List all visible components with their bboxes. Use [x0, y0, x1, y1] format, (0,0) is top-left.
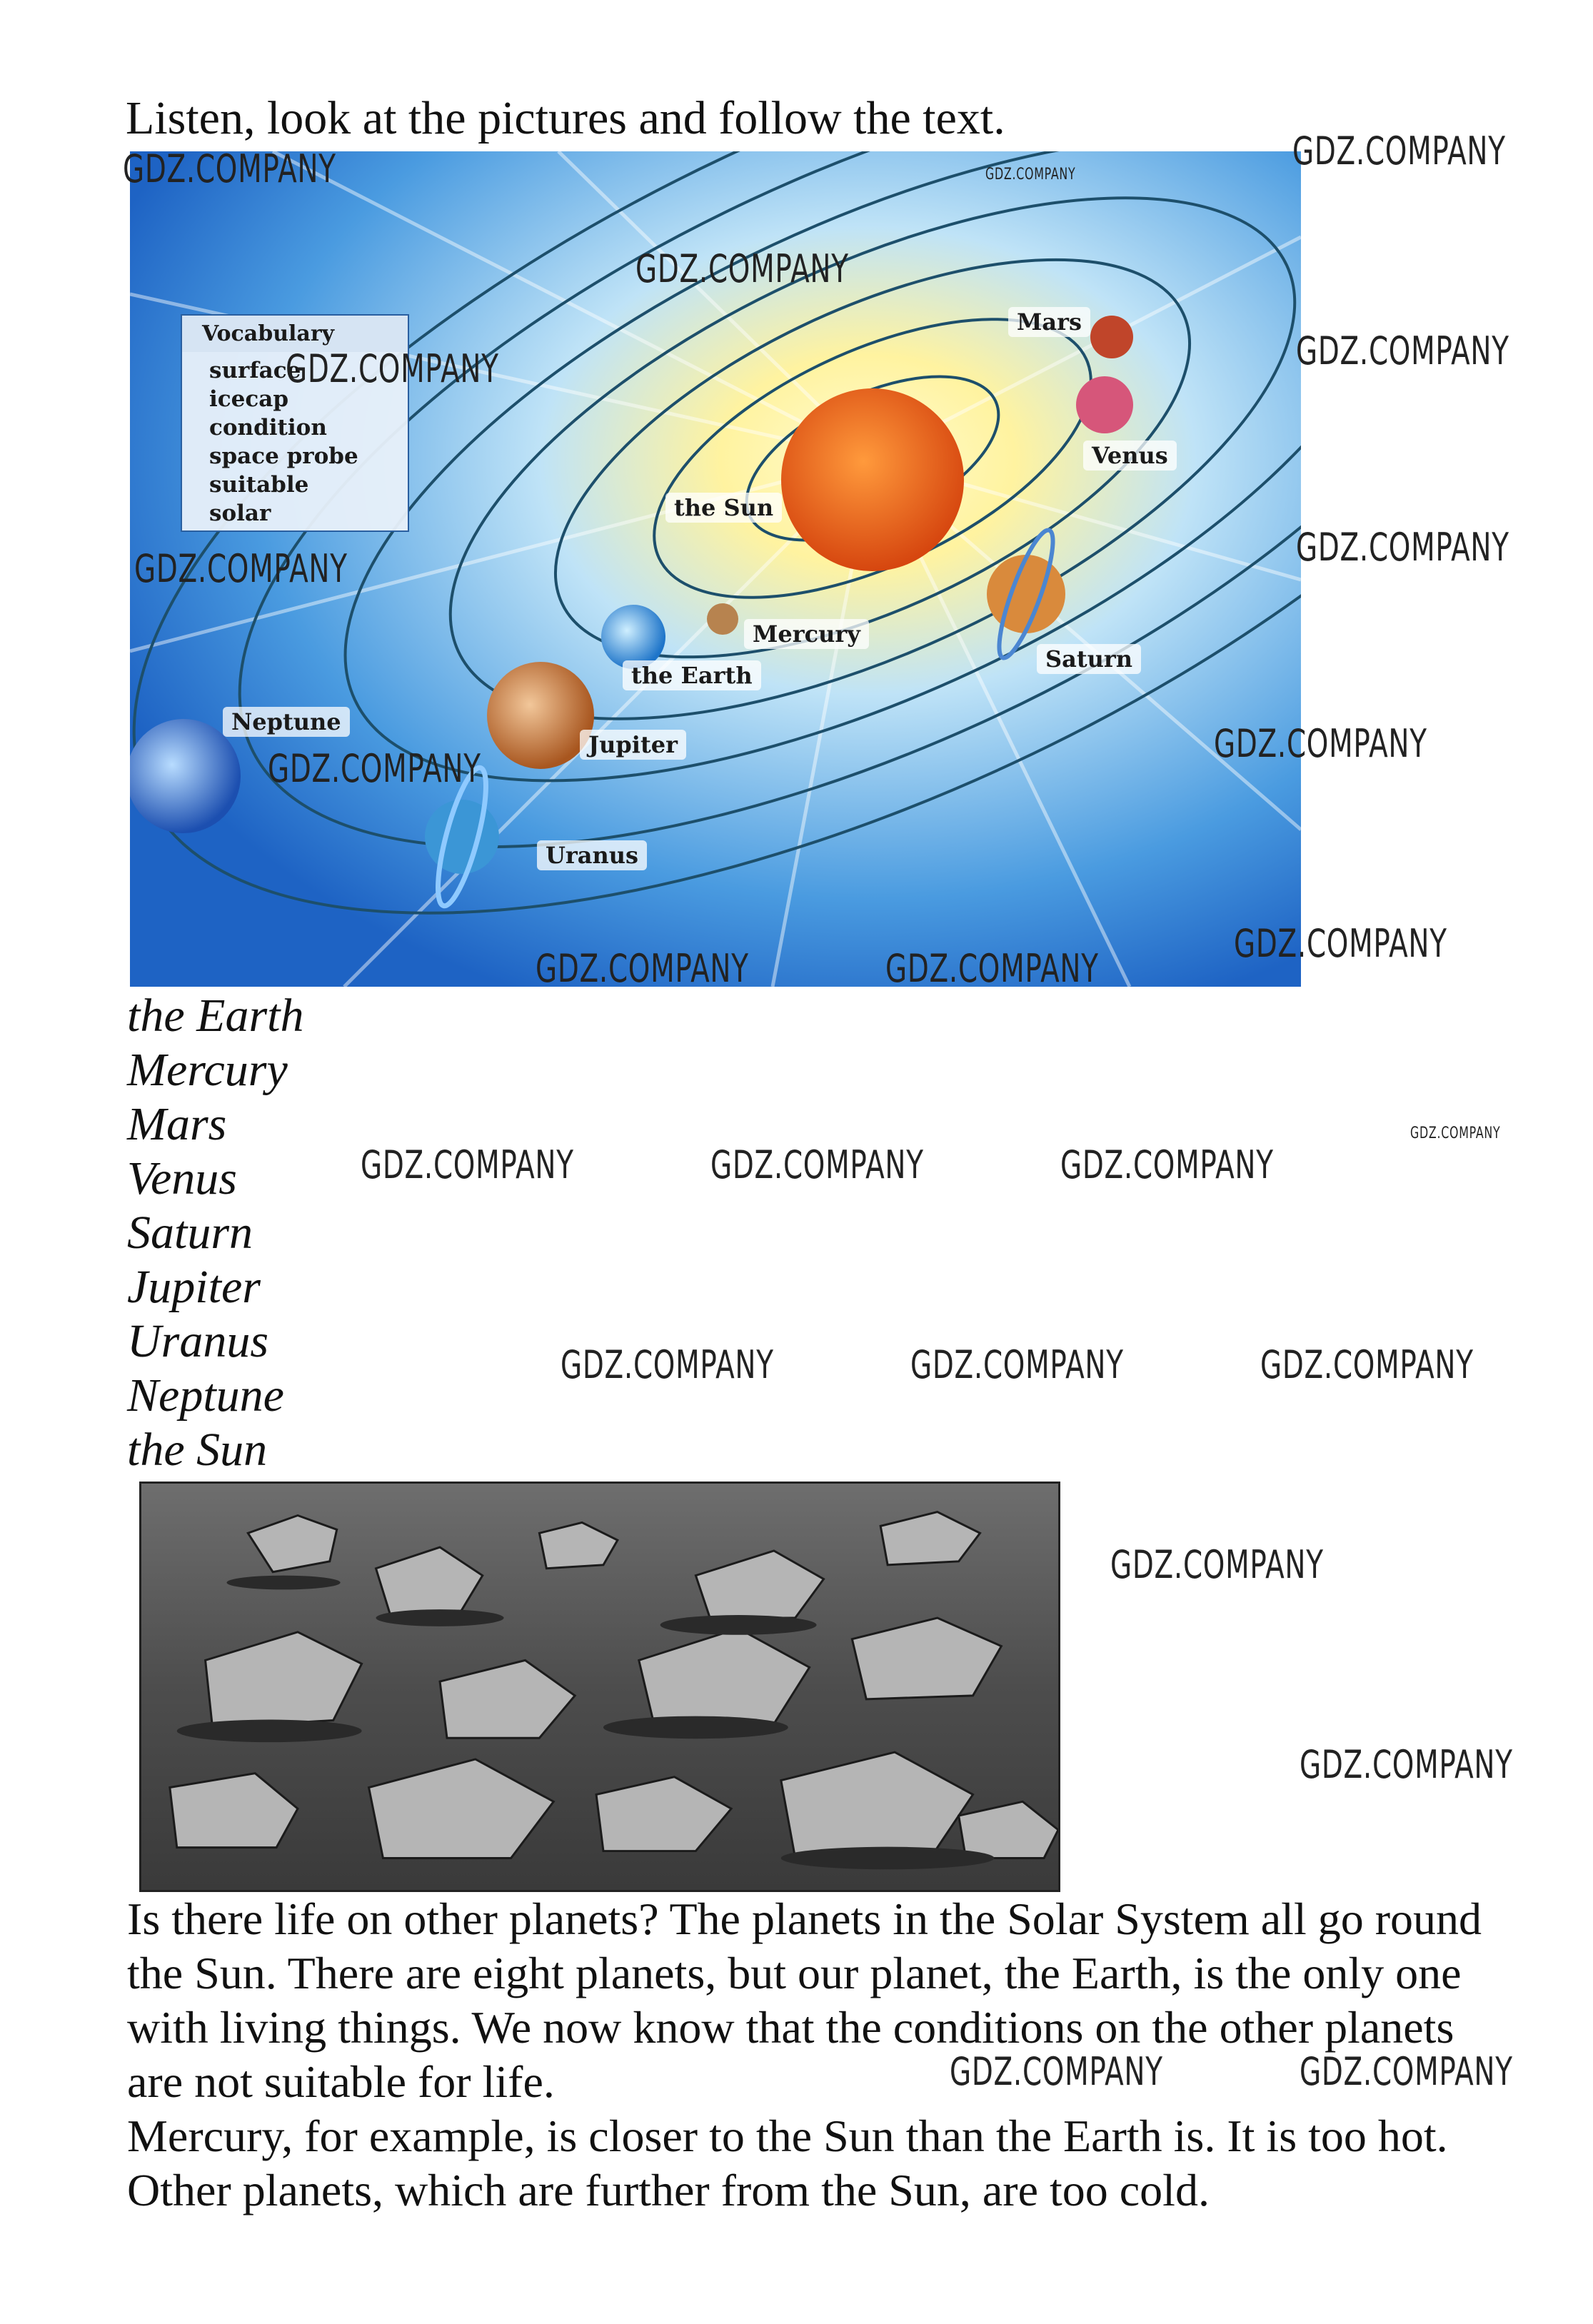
watermark: GDZ.COMPANY: [635, 246, 849, 291]
label-mars: Mars: [1008, 307, 1090, 337]
watermark: GDZ.COMPANY: [1296, 328, 1509, 373]
watermark: GDZ.COMPANY: [1296, 525, 1509, 570]
watermark: GDZ.COMPANY: [950, 2049, 1163, 2094]
vocabulary-word: suitable: [209, 472, 309, 498]
planet-list-item: the Earth: [127, 990, 304, 1042]
planet-surface-photo: [139, 1482, 1060, 1892]
vocabulary-word: space probe: [209, 443, 358, 469]
planet-list-item: Uranus: [127, 1315, 269, 1367]
uranus-disc: [425, 800, 499, 874]
instruction-text: Listen, look at the pictures and follow the text.: [126, 92, 1005, 144]
venus-disc: [1076, 376, 1133, 433]
vocabulary-word: icecap: [209, 386, 289, 412]
watermark: GDZ.COMPANY: [910, 1342, 1124, 1387]
watermark: GDZ.COMPANY: [1300, 1742, 1513, 1787]
watermark: GDZ.COMPANY: [1300, 2049, 1513, 2094]
vocabulary-word: solar: [209, 500, 271, 526]
watermark: GDZ.COMPANY: [134, 546, 348, 591]
watermark: GDZ.COMPANY: [1110, 1542, 1324, 1587]
watermark: GDZ.COMPANY: [885, 946, 1099, 991]
watermark: GDZ.COMPANY: [561, 1342, 774, 1387]
planet-list-item: the Sun: [127, 1424, 268, 1476]
saturn-disc: [987, 555, 1065, 633]
earth-disc: [601, 605, 665, 669]
label-mercury: Mercury: [744, 619, 869, 649]
watermark: GDZ.COMPANY: [1214, 721, 1427, 766]
paragraph: Is there life on other planets? The planets in the Solar System all go round the Sun. There are eight planets, but our planet, the Earth, is the only one with living things. We now know that the conditions on the other planets are not suitable for life.: [127, 1893, 1482, 2107]
label-saturn: Saturn: [1037, 644, 1141, 674]
label-neptune: Neptune: [223, 707, 350, 737]
planet-list-item: Mercury: [127, 1044, 288, 1096]
sun-disc: [781, 388, 964, 571]
watermark: GDZ.COMPANY: [536, 946, 749, 991]
watermark: GDZ.COMPANY: [268, 746, 481, 791]
surface-photo-drawing: [141, 1484, 1058, 1890]
planet-list-item: Jupiter: [127, 1261, 261, 1313]
planet-list-item: Neptune: [127, 1369, 284, 1422]
watermark: GDZ.COMPANY: [985, 166, 1076, 183]
watermark: GDZ.COMPANY: [1060, 1142, 1274, 1187]
watermark: GDZ.COMPANY: [1234, 921, 1447, 966]
planet-list: [127, 989, 303, 1477]
vocabulary-word: surface: [209, 358, 301, 383]
planet-list-item: Venus: [127, 1152, 237, 1204]
paragraph: Mercury, for example, is closer to the Sun than the Earth is. It is too hot. Other planets, which are further from the Sun, are too cold.: [127, 2111, 1448, 2215]
watermark: GDZ.COMPANY: [1260, 1342, 1474, 1387]
watermark: GDZ.COMPANY: [1410, 1125, 1501, 1142]
label-uranus: Uranus: [537, 840, 647, 870]
label-sun: the Sun: [665, 493, 782, 523]
label-earth: the Earth: [623, 660, 761, 690]
vocabulary-word: condition: [209, 415, 327, 441]
watermark: GDZ.COMPANY: [710, 1142, 924, 1187]
watermark: GDZ.COMPANY: [361, 1142, 574, 1187]
watermark: GDZ.COMPANY: [286, 346, 499, 391]
planet-list-item: Saturn: [127, 1207, 253, 1259]
vocabulary-title: Vocabulary: [182, 316, 408, 352]
planet-list-item: Mars: [127, 1098, 227, 1150]
watermark: GDZ.COMPANY: [123, 146, 336, 191]
watermark: GDZ.COMPANY: [1292, 129, 1506, 173]
mars-disc: [1090, 316, 1133, 358]
label-venus: Venus: [1083, 441, 1177, 471]
jupiter-disc: [487, 662, 594, 769]
mercury-disc: [707, 603, 738, 635]
label-jupiter: Jupiter: [580, 730, 686, 760]
reading-text: [127, 1892, 1498, 2218]
